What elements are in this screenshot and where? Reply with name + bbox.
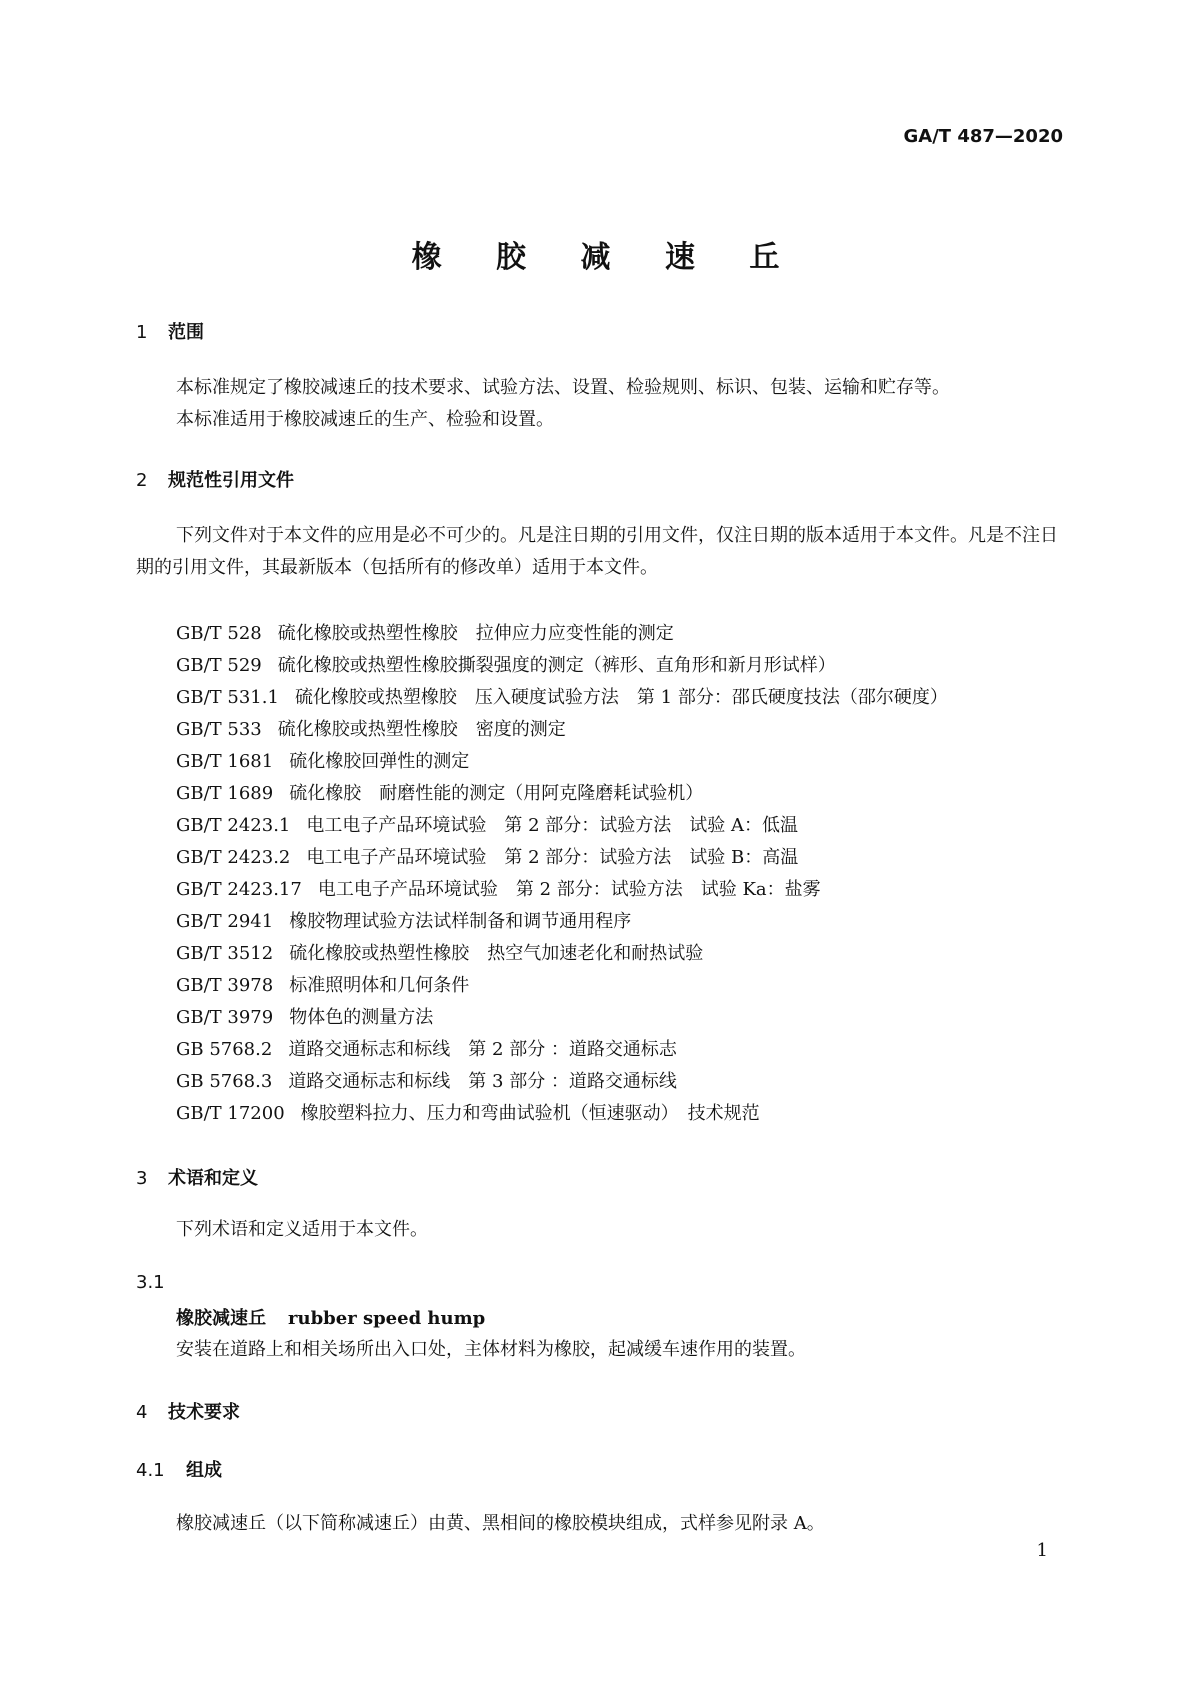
reference-item [176,1066,948,1098]
reference-title: 标准照明体和几何条件 [289,975,470,996]
section-title: 技术要求 [168,1402,240,1423]
reference-title: 电工电子产品环境试验 第 2 部分：试验方法 试验 Ka：盐雾 [317,879,821,900]
reference-code: GB/T 17200 [176,1103,285,1124]
reference-code: GB/T 529 [176,655,262,676]
reference-item [176,906,948,938]
reference-code: GB 5768.2 [176,1039,273,1060]
term-entry [176,1304,485,1330]
reference-code: GB/T 2941 [176,911,274,932]
term-number: 3.1 [136,1272,165,1293]
normative-references-list [176,618,948,1130]
reference-item [176,1034,948,1066]
reference-item [176,1098,948,1130]
section-number: 3 [136,1168,148,1189]
reference-code: GB/T 533 [176,719,262,740]
reference-code: GB/T 1689 [176,783,274,804]
term-zh: 橡胶减速丘 [176,1308,266,1329]
reference-item [176,682,948,714]
paragraph: 下列文件对于本文件的应用是必不可少的。凡是注日期的引用文件，仅注日期的版本适用于本文件。凡是不注日期的引用文件，其最新版本（包括所有的修改单）适用于本文件。 [136,525,1058,578]
reference-item [176,1002,948,1034]
reference-item [176,874,948,906]
reference-item [176,970,948,1002]
term-en: rubber speed hump [288,1308,486,1329]
reference-title: 硫化橡胶或热塑性橡胶撕裂强度的测定（裤形、直角形和新月形试样） [277,655,836,676]
subsection-title: 组成 [186,1460,222,1481]
reference-title: 硫化橡胶 耐磨性能的测定（用阿克隆磨耗试验机） [289,783,704,804]
reference-code: GB/T 2423.2 [176,847,291,868]
reference-code: GB/T 531.1 [176,687,279,708]
reference-title: 电工电子产品环境试验 第 2 部分：试验方法 试验 B：高温 [306,847,799,868]
reference-title: 橡胶塑料拉力、压力和弯曲试验机（恒速驱动） 技术规范 [300,1103,760,1124]
reference-title: 硫化橡胶或热塑性橡胶 拉伸应力应变性能的测定 [277,623,674,644]
section-title: 规范性引用文件 [168,470,294,491]
reference-title: 橡胶物理试验方法试样制备和调节通用程序 [289,911,632,932]
reference-code: GB/T 528 [176,623,262,644]
reference-item [176,778,948,810]
document-title: 橡 胶 减 速 丘 [411,240,802,275]
reference-title: 物体色的测量方法 [289,1007,434,1028]
reference-title: 硫化橡胶回弹性的测定 [289,751,470,772]
term-definition: 安装在道路上和相关场所出入口处，主体材料为橡胶，起减缓车速作用的装置。 [176,1339,806,1360]
reference-title: 电工电子产品环境试验 第 2 部分：试验方法 试验 A：低温 [306,815,799,836]
reference-title: 硫化橡胶或热塑性橡胶 热空气加速老化和耐热试验 [289,943,704,964]
reference-item [176,618,948,650]
reference-title: 硫化橡胶或热塑橡胶 压入硬度试验方法 第 1 部分：邵氏硬度技法（邵尔硬度） [294,687,948,708]
reference-code: GB/T 2423.1 [176,815,291,836]
section-number: 1 [136,322,148,343]
reference-item [176,938,948,970]
standard-code: GA/T 487—2020 [903,126,1063,147]
reference-item [176,810,948,842]
section-number: 4 [136,1402,148,1423]
reference-code: GB 5768.3 [176,1071,273,1092]
section-number: 2 [136,470,148,491]
reference-item [176,842,948,874]
reference-code: GB/T 3978 [176,975,274,996]
paragraph: 本标准适用于橡胶减速丘的生产、检验和设置。 [176,409,554,430]
reference-item [176,650,948,682]
section-title: 范围 [168,322,204,343]
reference-item [176,746,948,778]
section-4-heading [136,1398,240,1424]
reference-code: GB/T 1681 [176,751,274,772]
reference-title: 道路交通标志和标线 第 3 部分 ：道路交通标线 [288,1071,677,1092]
reference-title: 硫化橡胶或热塑性橡胶 密度的测定 [277,719,566,740]
paragraph: 橡胶减速丘（以下简称减速丘）由黄、黑相间的橡胶模块组成，式样参见附录 A。 [176,1513,825,1534]
section-title: 术语和定义 [168,1168,258,1189]
paragraph: 本标准规定了橡胶减速丘的技术要求、试验方法、设置、检验规则、标识、包装、运输和贮存等。 [176,377,950,398]
section-2-heading [136,466,294,492]
reference-code: GB/T 3512 [176,943,274,964]
subsection-number: 4.1 [136,1460,165,1481]
reference-code: GB/T 2423.17 [176,879,302,900]
section-1-heading [136,318,204,344]
subsection-4-1-heading [136,1456,222,1482]
reference-item [176,714,948,746]
reference-title: 道路交通标志和标线 第 2 部分 ：道路交通标志 [288,1039,677,1060]
section-3-heading [136,1164,258,1190]
page-number: 1 [1036,1540,1048,1561]
paragraph: 下列术语和定义适用于本文件。 [176,1219,428,1240]
reference-code: GB/T 3979 [176,1007,274,1028]
